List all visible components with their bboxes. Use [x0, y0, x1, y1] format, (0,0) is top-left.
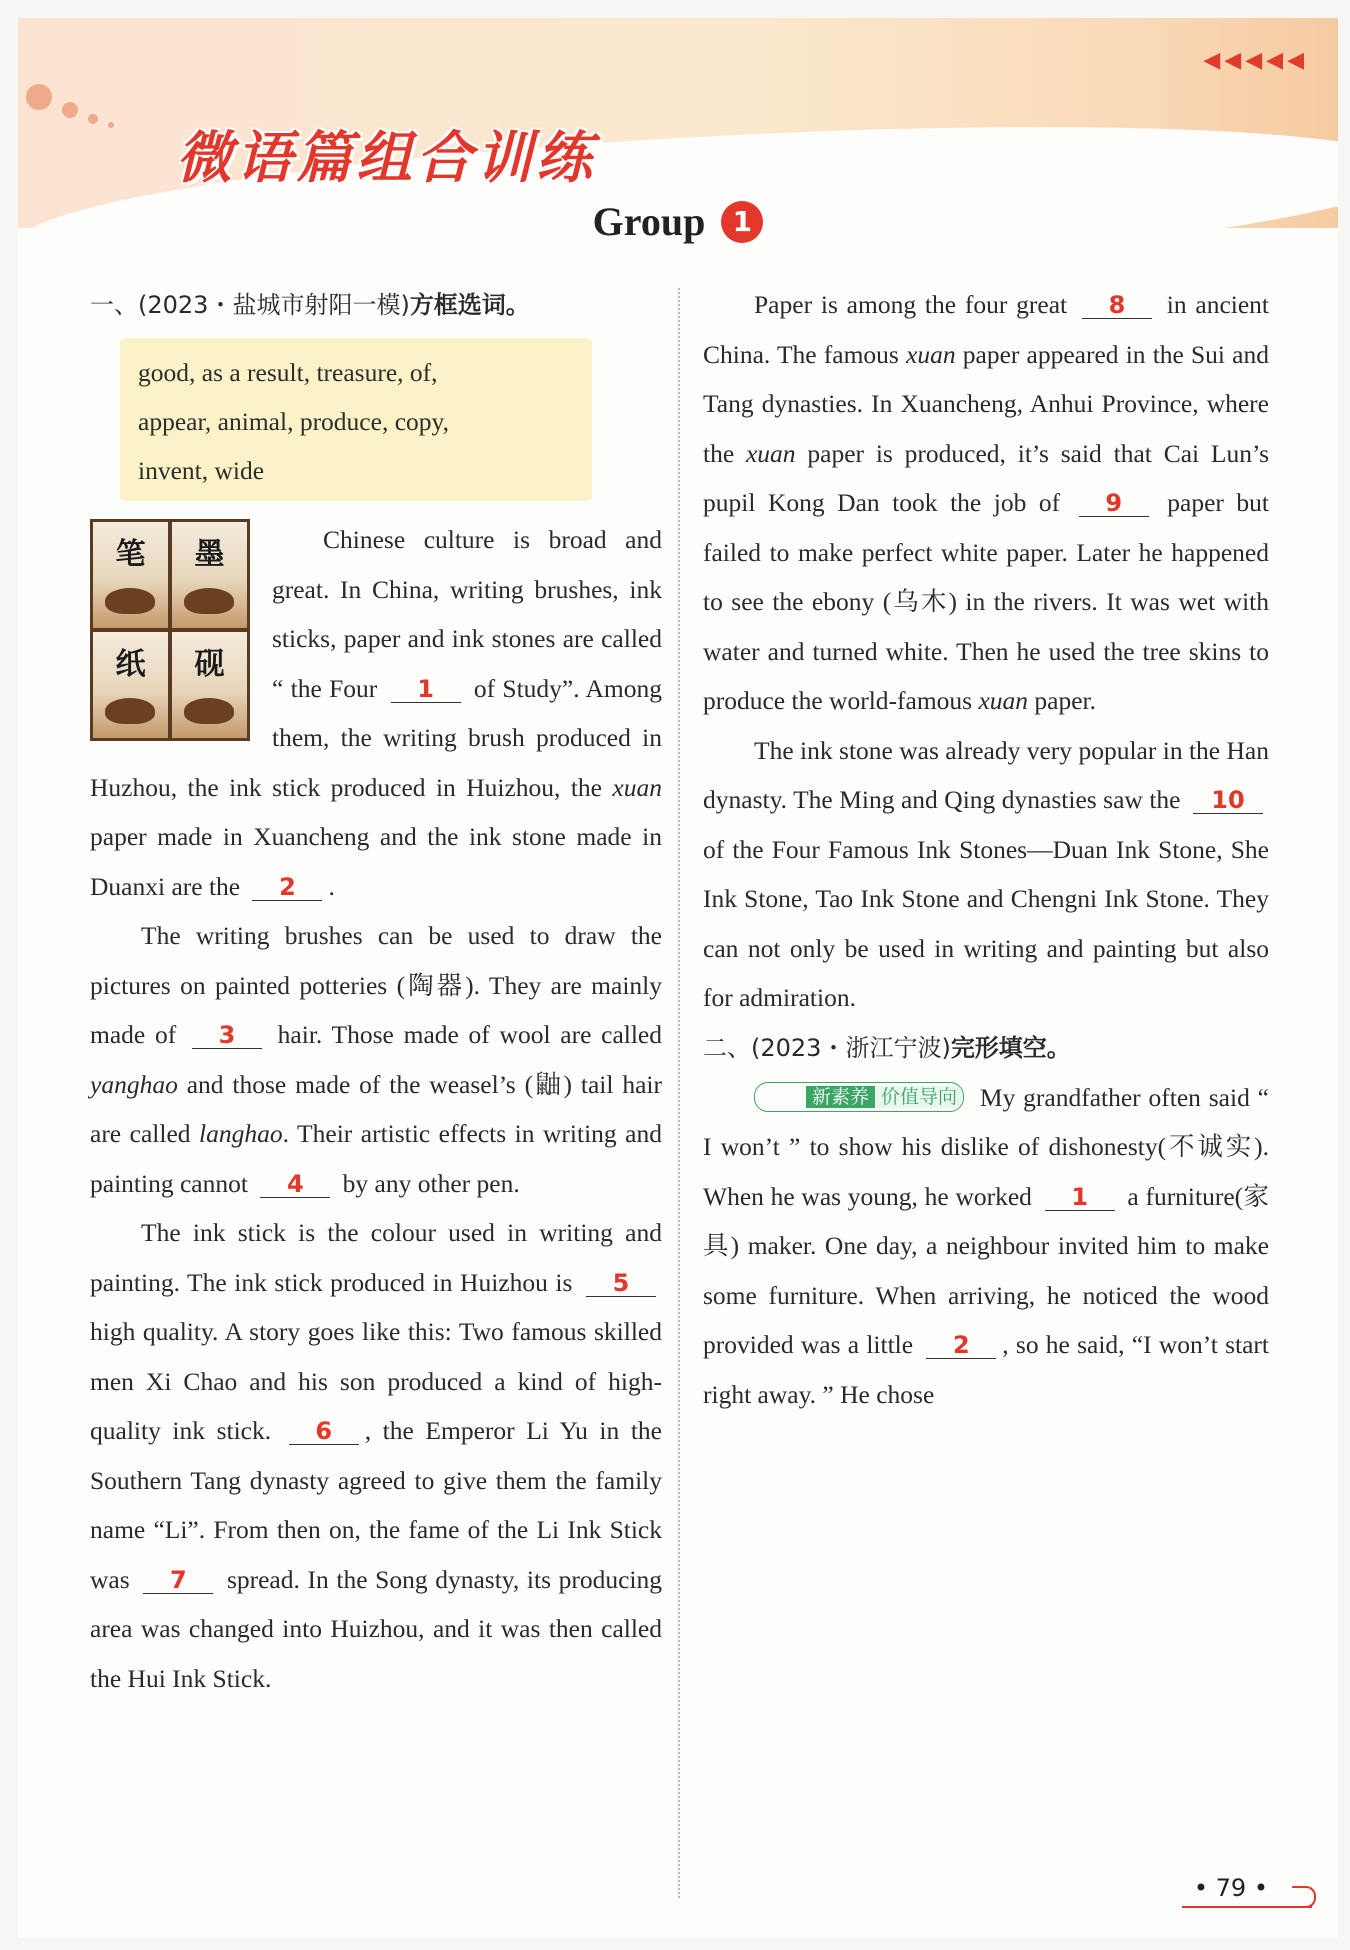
passage-paragraph-4: [703, 280, 1269, 726]
page-number-value: 79: [1215, 1874, 1247, 1902]
answer-blank-2[interactable]: 2: [252, 874, 322, 901]
answer-blank-6[interactable]: 6: [289, 1418, 359, 1445]
text-run: paper.: [1034, 686, 1097, 715]
text-run: paper is produced, it’s said that Cai Lun’s pupil Kong Dan took the job of: [703, 438, 1270, 517]
inkstone-tile: [172, 632, 247, 738]
ink-tile: [172, 522, 247, 628]
text-run: by any other pen.: [342, 1168, 520, 1198]
italic-term: yanghao: [90, 1069, 178, 1099]
text-run: paper but failed to make perfect white paper. Later he happened to see the ebony (乌木) in the rivers. It was wet with water and turned white. Then he used the tree skins to produce the world-famous: [703, 488, 1270, 715]
italic-term: langhao: [199, 1119, 283, 1148]
text-run: The writing brushes can be used to draw the pictures on painted potteries (陶器). They are mainly made of: [90, 921, 662, 1049]
text-run: The ink stone was already very popular in the Han dynasty. The Ming and Qing dynasties saw the: [703, 735, 1269, 814]
part1-heading-source: 一、(2023・盐城市射阳一模): [90, 291, 410, 319]
part1-heading-task: 方框选词。: [409, 291, 530, 319]
text-run: Paper is among the four great: [754, 290, 1068, 319]
paper-tile: [93, 632, 168, 738]
text-run: The ink stick is the colour used in writing and painting. The ink stick produced in Huizhou is: [90, 1218, 662, 1297]
italic-term: xuan: [612, 772, 662, 802]
arrow-decoration-icon: ◀◀◀◀◀: [1203, 48, 1308, 73]
text-run: a furniture(家具) maker. One day, a neighbour invited him to make some furniture. When arriving, he noticed the wood provided was a little: [703, 1181, 1270, 1359]
passage-paragraph-3: [90, 1208, 662, 1703]
part2-heading-task: 完形填空。: [950, 1033, 1071, 1062]
group-title: [18, 198, 1338, 247]
cloze-paragraph: [703, 1073, 1269, 1420]
passage-paragraph-5: [703, 726, 1269, 1023]
brush-tile: [93, 522, 168, 628]
group-number-badge: 1: [721, 201, 763, 243]
answer-blank-5[interactable]: 5: [586, 1270, 656, 1297]
text-run: , so he said, “I won’t start right away. ” He chose: [703, 1330, 1269, 1409]
text-run: .: [328, 871, 335, 901]
text-run: and those made of the weasel’s (鼬) tail hair are called: [90, 1069, 662, 1148]
word-box-line: appear, animal, produce, copy,: [138, 407, 449, 436]
banner-title: 微语篇组合训练: [176, 126, 596, 191]
word-box-line: good, as a result, treasure, of,: [138, 358, 438, 387]
text-run: of Study”. Among them, the writing brush produced in Huzhou, the ink stick produced in Huizhou, the: [90, 673, 663, 802]
cloze-blank-2[interactable]: 2: [926, 1332, 996, 1359]
passage-paragraph-2: [90, 911, 662, 1208]
part2-heading: [703, 1023, 1269, 1073]
answer-blank-4[interactable]: 4: [260, 1171, 330, 1198]
italic-term: xuan: [745, 438, 796, 468]
right-column: [703, 280, 1269, 1419]
part1-heading: [90, 280, 662, 330]
four-treasures-image: [90, 519, 250, 741]
text-run: paper appeared in the Sui and Tang dynasties. In Xuancheng, Anhui Province, where the: [703, 339, 1269, 468]
answer-blank-9[interactable]: 9: [1079, 490, 1149, 517]
text-run: . Their artistic effects in writing and painting cannot: [90, 1119, 662, 1198]
textbook-page: [18, 18, 1338, 1938]
tile-char: 笔: [115, 537, 146, 572]
word-box-line: invent, wide: [138, 456, 265, 485]
answer-blank-10[interactable]: 10: [1193, 787, 1263, 814]
tile-char: 纸: [115, 647, 146, 682]
text-run: paper made in Xuancheng and the ink stone made in Duanxi are the: [90, 822, 662, 901]
word-box: [120, 338, 592, 501]
answer-blank-3[interactable]: 3: [192, 1022, 262, 1049]
tile-char: 砚: [194, 647, 225, 682]
text-run: of the Four Famous Ink Stones—Duan Ink Stone, She Ink Stone, Tao Ink Stone and Chengni Ink Stone. They can not only be used in writing and painting but also for admiration.: [703, 834, 1269, 1012]
left-column: [90, 280, 662, 1703]
cloze-blank-1[interactable]: 1: [1045, 1184, 1115, 1211]
italic-term: xuan: [978, 686, 1029, 715]
text-run: hair. Those made of wool are called: [277, 1020, 663, 1049]
text-run: My grandfather often said “ I won’t ” to show his dislike of dishonesty(不诚实). When he was young, he worked: [703, 1082, 1270, 1211]
header-banner: [18, 18, 1338, 228]
tile-char: 墨: [194, 537, 225, 572]
page-number: • 79 •: [1194, 1874, 1268, 1902]
text-run: Chinese culture is broad and great. In China, writing brushes, ink sticks, paper and ink stones are called “ the Four: [272, 525, 662, 703]
value-orientation-badge: [754, 1082, 964, 1112]
badge-sublabel: 价值导向: [875, 1086, 963, 1108]
column-divider: [678, 288, 680, 1898]
answer-blank-8[interactable]: 8: [1082, 292, 1152, 319]
italic-term: xuan: [906, 339, 956, 369]
group-label: Group: [592, 199, 706, 244]
part2-heading-source: 二、(2023・浙江宁波): [703, 1033, 951, 1062]
answer-blank-1[interactable]: 1: [391, 676, 461, 703]
text-run: high quality. A story goes like this: Two famous skilled men Xi Chao and his son produced a kind of high-quality ink stick.: [90, 1317, 662, 1445]
page-curl-icon: [1292, 1886, 1316, 1908]
text-run: in ancient China. The famous: [703, 290, 1269, 369]
answer-blank-7[interactable]: 7: [143, 1567, 213, 1594]
text-run: , the Emperor Li Yu in the Southern Tang dynasty agreed to give them the family name “Li”. From then on, the fame of the Li Ink Stick was: [90, 1416, 663, 1594]
badge-label: 新素养: [806, 1086, 875, 1108]
text-run: spread. In the Song dynasty, its producing area was changed into Huizhou, and it was then called the Hui Ink Stick.: [90, 1564, 663, 1693]
